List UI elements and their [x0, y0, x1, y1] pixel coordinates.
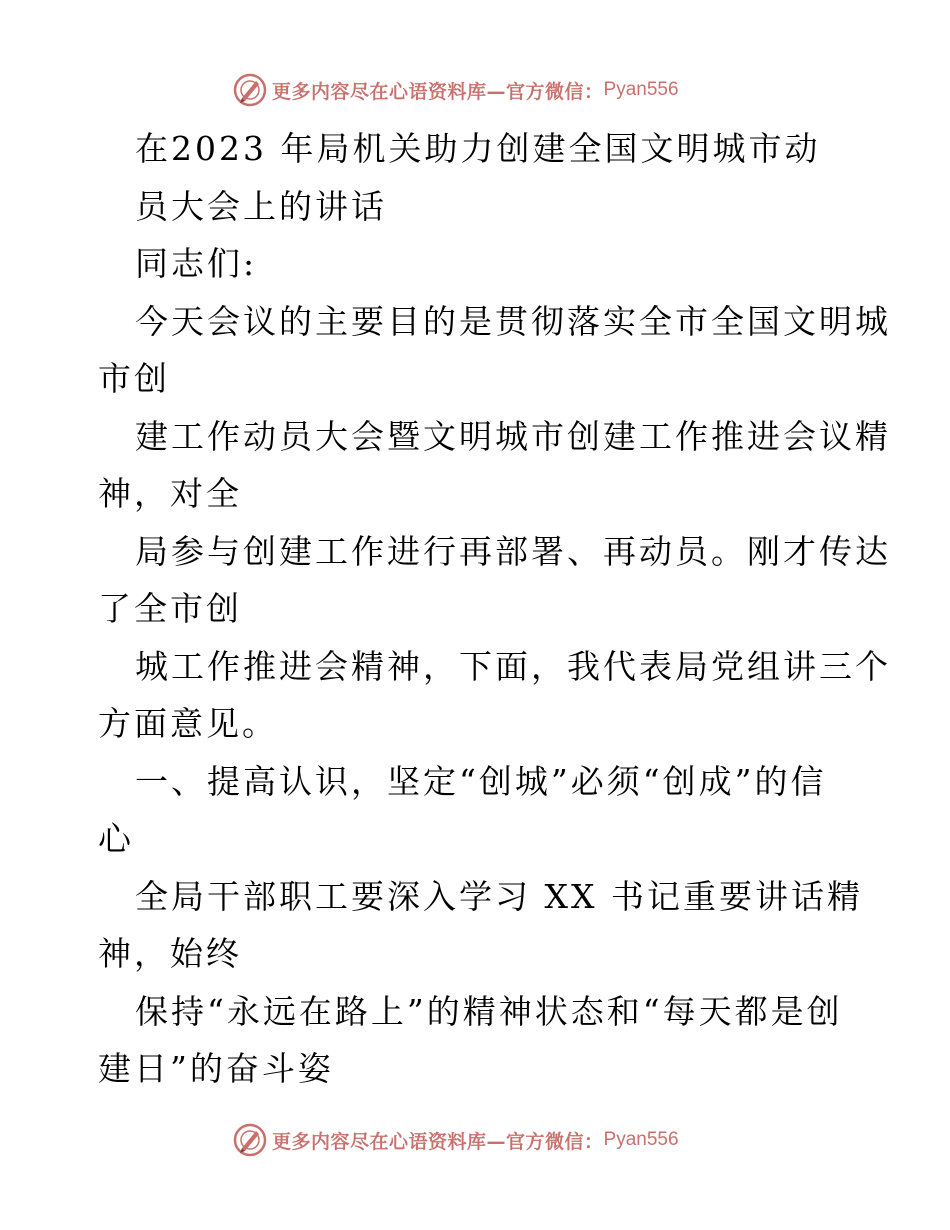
text-line: 保持“永远在路上”的精神状态和“每天都是创 [135, 991, 843, 1031]
pen-logo-icon [232, 72, 268, 108]
text-line: 建工作动员大会暨文明城市创建工作推进会议精 [135, 416, 891, 456]
text-line: 建日”的奋斗姿 [98, 1049, 334, 1088]
text-line: 今天会议的主要目的是贯彻落实全市全国文明城 [135, 301, 891, 341]
text-line: 神，对全 [98, 474, 242, 513]
text-line: 市创 [98, 359, 170, 398]
text-line: 全局干部职工要深入学习 XX 书记重要讲话精 [135, 876, 863, 916]
text-line: 员大会上的讲话 [135, 186, 387, 226]
watermark-id: Pyan556 [603, 1129, 679, 1150]
watermark-id: Pyan556 [603, 79, 679, 100]
text-line: 方面意见。 [98, 704, 278, 743]
pen-logo-icon [232, 1122, 268, 1158]
footer-watermark [232, 1120, 679, 1160]
text-line: 了全市创 [98, 589, 242, 628]
watermark-text: 更多内容尽在心语资料库—官方微信： [272, 1130, 604, 1153]
header-watermark [232, 70, 679, 110]
text-line: 局参与创建工作进行再部署、再动员。刚才传达 [135, 531, 891, 571]
text-line: 同志们: [135, 244, 258, 283]
text-line: 一、提高认识，坚定“创城”必须“创成”的信 [135, 761, 827, 801]
watermark-text: 更多内容尽在心语资料库—官方微信： [272, 80, 604, 103]
document-body [98, 120, 891, 1098]
text-line: 心 [98, 819, 134, 858]
text-line: 神，始终 [98, 934, 242, 973]
text-line: 城工作推进会精神，下面，我代表局党组讲三个 [135, 646, 891, 686]
text-line: 在2023 年局机关助力创建全国文明城市动 [135, 129, 821, 168]
